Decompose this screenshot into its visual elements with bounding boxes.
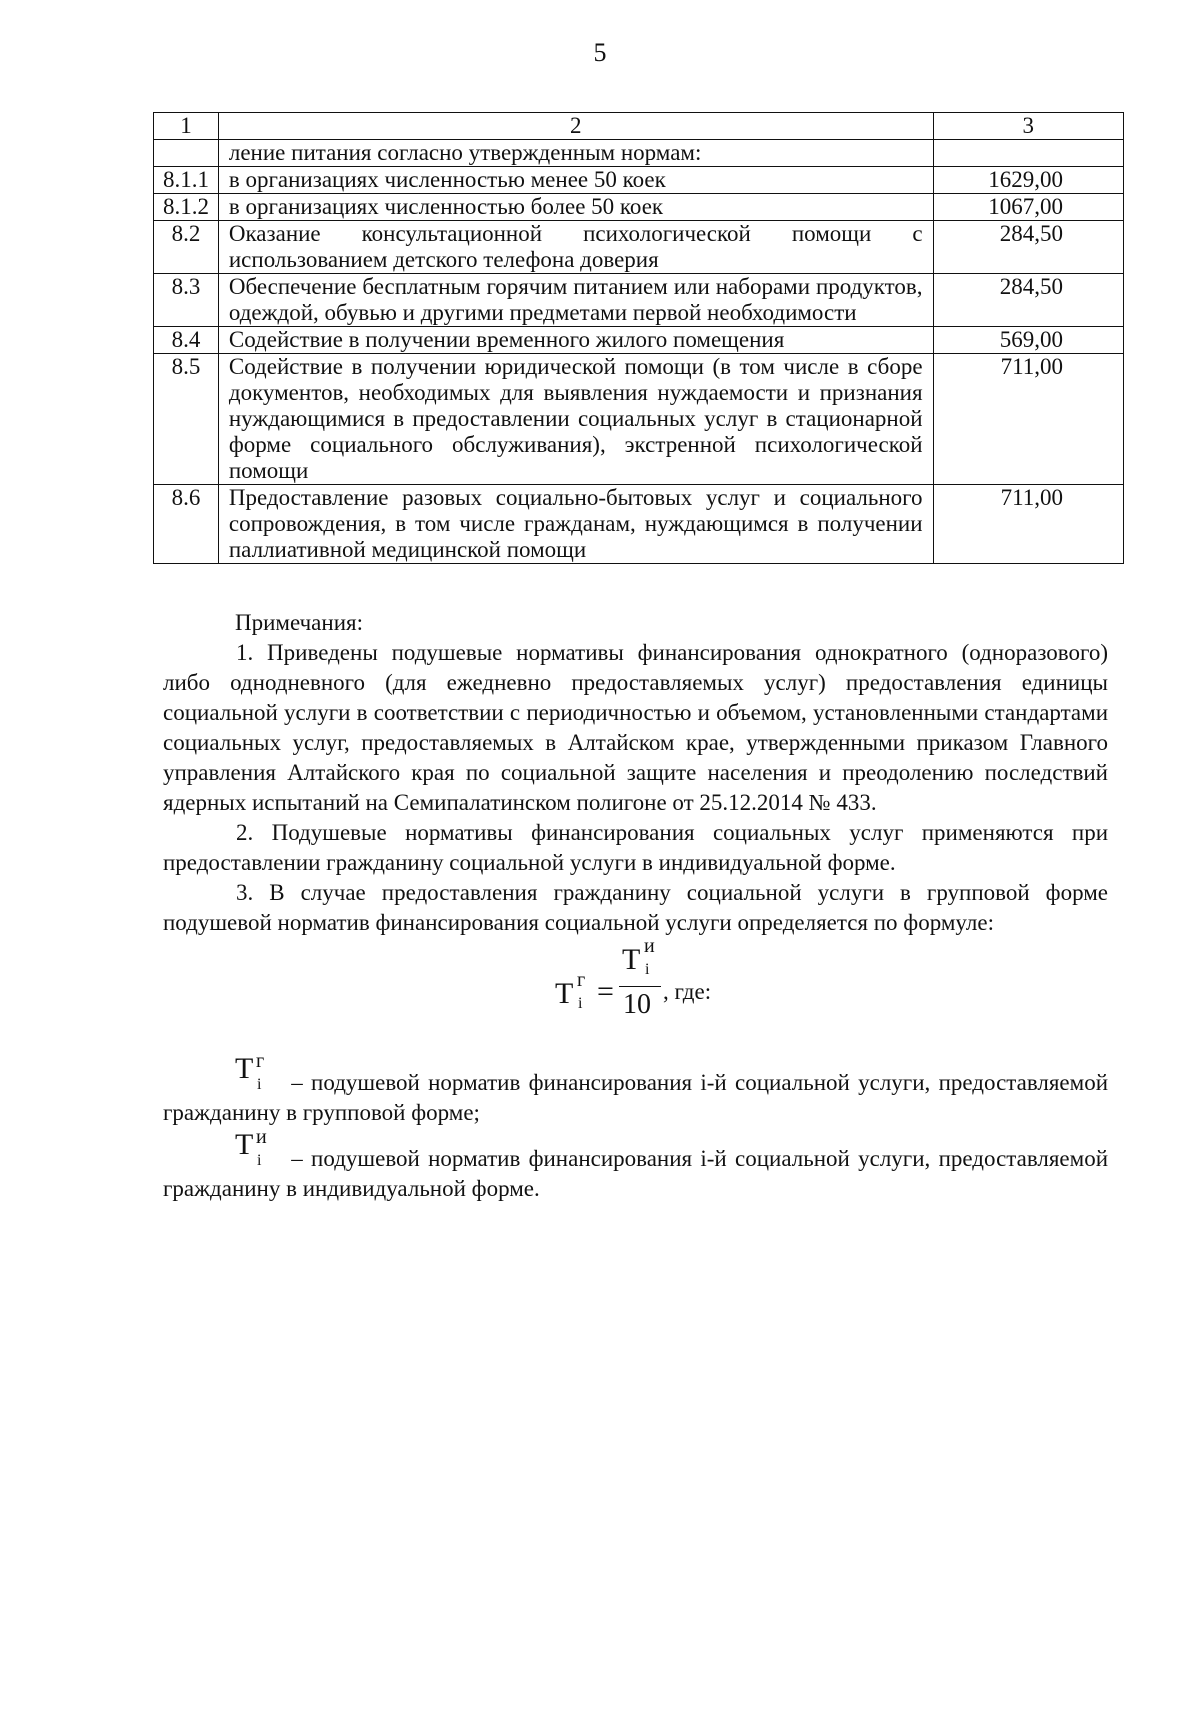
table-row bbox=[154, 167, 1124, 194]
table-row bbox=[154, 274, 1124, 327]
definition-individual-text: – подушевой норматив финансирования i-й социальной услуги, предоставляемой гражданину в индивидуальной форме. bbox=[163, 1146, 1108, 1201]
table-row bbox=[154, 354, 1124, 485]
table-row bbox=[154, 140, 1124, 167]
definition-group-symbol bbox=[235, 1050, 283, 1093]
note-item-1: 1. Приведены подушевые нормативы финансирования однократного (одноразового) либо однодневного (для ежедневно предоставляемых услуг) предоставления единицы социальной услуги в соответствии с периодичностью и объемом, установленными стандартами социальных услуг, предоставляемых в Алтайском крае, утвержденными приказом Главного управления Алтайского края по социальной защите населения и преодолению последствий ядерных испытаний на Семипалатинском полигоне от 25.12.2014 № 433. bbox=[163, 640, 1108, 815]
formula-num-sup: и bbox=[644, 935, 655, 957]
symbol-t: Т bbox=[235, 1128, 254, 1161]
header-cell-1: 1 bbox=[154, 113, 219, 140]
row-text: Предоставление разовых социально-бытовых услуг и социального сопровождения, в том числе гражданам, нуждающимся в получении паллиативной медицинской помощи bbox=[218, 485, 933, 564]
table-row bbox=[154, 194, 1124, 221]
formula-lhs-sub: i bbox=[578, 995, 583, 1012]
note-item-3: 3. В случае предоставления гражданину социальной услуги в групповой форме подушевой норматив финансирования социальной услуги определяется по формуле: bbox=[163, 880, 1108, 935]
row-value: 284,50 bbox=[933, 221, 1123, 274]
row-text: в организациях численностью более 50 коек bbox=[218, 194, 933, 221]
row-number: 8.3 bbox=[154, 274, 219, 327]
header-cell-2: 2 bbox=[218, 113, 933, 140]
row-text: Обеспечение бесплатным горячим питанием или наборами продуктов, одеждой, обувью и другими предметами первой необходимости bbox=[218, 274, 933, 327]
table-row bbox=[154, 485, 1124, 564]
note-item-2: 2. Подушевые нормативы финансирования социальных услуг применяются при предоставлении гражданину социальной услуги в индивидуальной форме. bbox=[163, 820, 1108, 875]
symbol-sub: i bbox=[257, 1076, 262, 1093]
symbol-sup: и bbox=[256, 1126, 267, 1148]
table-row bbox=[154, 221, 1124, 274]
formula bbox=[555, 935, 855, 1045]
definition-individual-symbol bbox=[235, 1126, 283, 1169]
row-number: 8.6 bbox=[154, 485, 219, 564]
symbol-sub: i bbox=[257, 1152, 262, 1169]
row-value bbox=[933, 140, 1123, 167]
services-table bbox=[153, 112, 1124, 564]
definition-group bbox=[163, 1050, 1108, 1128]
formula-lhs-sup: г bbox=[577, 969, 586, 991]
page-number: 5 bbox=[593, 38, 607, 67]
row-number: 8.5 bbox=[154, 354, 219, 485]
row-number: 8.1.1 bbox=[154, 167, 219, 194]
formula-lhs-symbol: Т bbox=[555, 977, 574, 1010]
row-text: ление питания согласно утвержденным нормам: bbox=[218, 140, 933, 167]
formula-denominator: 10 bbox=[623, 989, 651, 1020]
fraction-bar bbox=[619, 986, 661, 987]
row-text: Содействие в получении юридической помощи (в том числе в сборе документов, необходимых для выявления нуждаемости и признания нуждающимися в предоставлении социальных услуг в стационарной форме социального обслуживания), экстренной психологической помощи bbox=[218, 354, 933, 485]
row-text: в организациях численностью менее 50 коек bbox=[218, 167, 933, 194]
row-value: 711,00 bbox=[933, 485, 1123, 564]
definition-group-text: – подушевой норматив финансирования i-й социальной услуги, предоставляемой гражданину в групповой форме; bbox=[163, 1070, 1108, 1125]
row-number: 8.4 bbox=[154, 327, 219, 354]
row-value: 284,50 bbox=[933, 274, 1123, 327]
definitions bbox=[163, 1050, 1108, 1212]
symbol-sup: г bbox=[256, 1050, 265, 1072]
row-value: 1629,00 bbox=[933, 167, 1123, 194]
symbol-t: Т bbox=[235, 1052, 254, 1085]
row-text: Оказание консультационной психологической помощи с использованием детского телефона доверия bbox=[218, 221, 933, 274]
row-number: 8.2 bbox=[154, 221, 219, 274]
row-number: 8.1.2 bbox=[154, 194, 219, 221]
row-number bbox=[154, 140, 219, 167]
table-header-row bbox=[154, 113, 1124, 140]
table-row bbox=[154, 327, 1124, 354]
notes-section bbox=[163, 608, 1108, 938]
row-text: Содействие в получении временного жилого помещения bbox=[218, 327, 933, 354]
row-value: 711,00 bbox=[933, 354, 1123, 485]
header-cell-3: 3 bbox=[933, 113, 1123, 140]
formula-suffix: , где: bbox=[663, 979, 712, 1004]
formula-equals: = bbox=[597, 975, 614, 1008]
formula-num-sub: i bbox=[645, 961, 650, 978]
definition-individual bbox=[163, 1126, 1108, 1204]
row-value: 569,00 bbox=[933, 327, 1123, 354]
row-value: 1067,00 bbox=[933, 194, 1123, 221]
formula-num-symbol: Т bbox=[622, 943, 641, 976]
notes-title: Примечания: bbox=[235, 610, 363, 635]
